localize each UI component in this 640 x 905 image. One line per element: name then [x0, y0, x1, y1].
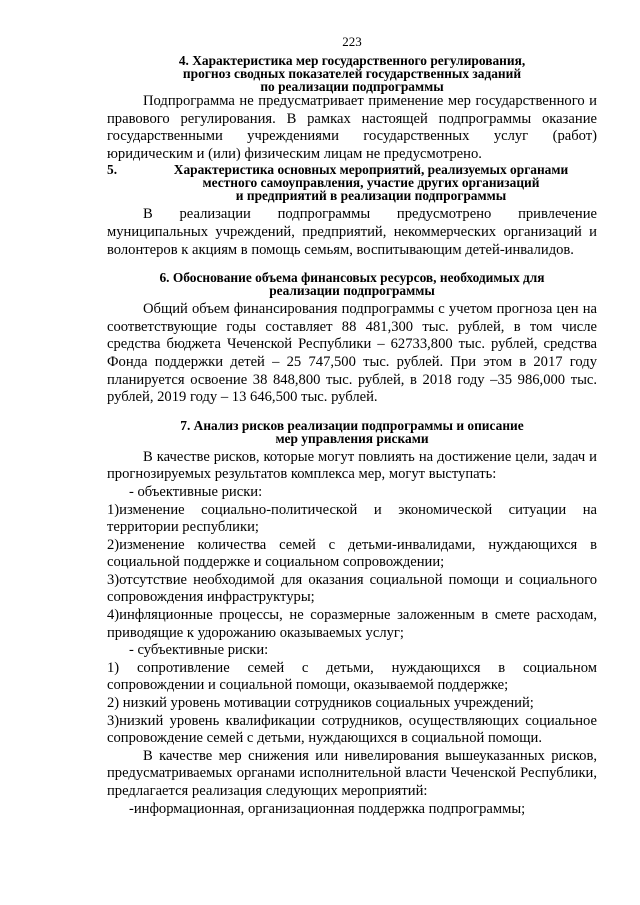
objective-risk-item: 3)отсутствие необходимой для оказания социальной помощи и социального сопровождения инфраструктуры;: [107, 571, 597, 606]
heading-line: реализации подпрограммы: [269, 283, 435, 299]
subjective-risk-item: 2) низкий уровень мотивации сотрудников социальных учреждений;: [107, 695, 534, 712]
section-7-intro: В качестве рисков, которые могут повлиять на достижение цели, задач и прогнозируемых результатов комплекса мер, могут выступать:: [107, 448, 597, 483]
section-6-heading: [107, 271, 597, 297]
heading-line: по реализации подпрограммы: [260, 79, 444, 94]
objective-risk-item: 2)изменение количества семей с детьми-инвалидами, нуждающихся в социальной поддержке и социальном сопровождении;: [107, 536, 597, 571]
heading-line: 6. Обоснование объема финансовых ресурсов, необходимых для: [159, 270, 545, 286]
section-4-heading: [107, 54, 597, 93]
measure-item: -информационная, организационная поддержка подпрограммы;: [129, 800, 526, 817]
subjective-risk-item: 1) сопротивление семей с детьми, нуждающихся в социальном сопровождении и социальной помощи, оказываемой поддержке;: [107, 659, 597, 694]
objective-risk-item: 1)изменение социально-политической и экономической ситуации на территории республики;: [107, 501, 597, 536]
section-5-heading-text: [145, 163, 597, 202]
heading-line: и предприятий в реализации подпрограммы: [235, 188, 507, 204]
heading-line: местного самоуправления, участие других организаций: [202, 175, 540, 191]
subjective-risk-item: 3)низкий уровень квалификации сотрудников, осуществляющих социальное сопровождение семей с детьми, нуждающихся в социальной помощи.: [107, 712, 597, 747]
section-5-heading: [107, 163, 597, 202]
objective-risk-item: 4)инфляционные процессы, не соразмерные заложенным в смете расходам, приводящие к удорожанию оказываемых услуг;: [107, 607, 597, 641]
objective-risks-label: - объективные риски:: [129, 483, 263, 500]
heading-line: 4. Характеристика мер государственного регулирования,: [178, 53, 526, 68]
measures-intro: В качестве мер снижения или нивелирования вышеуказанных рисков, предусматриваемых органами исполнительной власти Чеченской Республики, предлагается реализация следующих мероприятий:: [107, 747, 597, 799]
heading-line: прогноз сводных показателей государственных заданий: [182, 66, 522, 81]
section-7-heading: [107, 419, 597, 445]
section-5-number: 5.: [107, 162, 118, 178]
page-number: 223: [342, 34, 362, 49]
heading-line: мер управления рисками: [275, 430, 429, 446]
section-6-paragraph: Общий объем финансирования подпрограммы с учетом прогноза цен на соответствующие годы составляет 88 481,300 тыс. рублей, в том числе средства бюджета Чеченской Республики – 62733,800 тыс. рублей, средства Фонда поддержки детей – 25 747,500 тыс. рублей. При этом в 2017 году планируется освоение 38 848,800 тыс. рублей, в 2018 году –35 986,000 тыс. рублей, 2019 году – 13 646,500 тыс. рублей.: [107, 301, 597, 406]
section-5-paragraph: В реализации подпрограммы предусмотрено привлечение муниципальных учреждений, предприятий, некоммерческих организаций и волонтеров к акциям в помощь семьям, воспитывающим детей-инвалидов.: [107, 206, 597, 258]
heading-line: 7. Анализ рисков реализации подпрограммы и описание: [180, 417, 524, 433]
subjective-risks-label: - субъективные риски:: [129, 642, 269, 659]
heading-line: Характеристика основных мероприятий, реализуемых органами: [173, 162, 569, 178]
section-4-paragraph: Подпрограмма не предусматривает применение мер государственного и правового регулирования. В рамках настоящей подпрограммы оказание государственными учреждениями государственных услуг (работ) юридическим и (или) физическим лицам не предусмотрено.: [107, 93, 597, 162]
